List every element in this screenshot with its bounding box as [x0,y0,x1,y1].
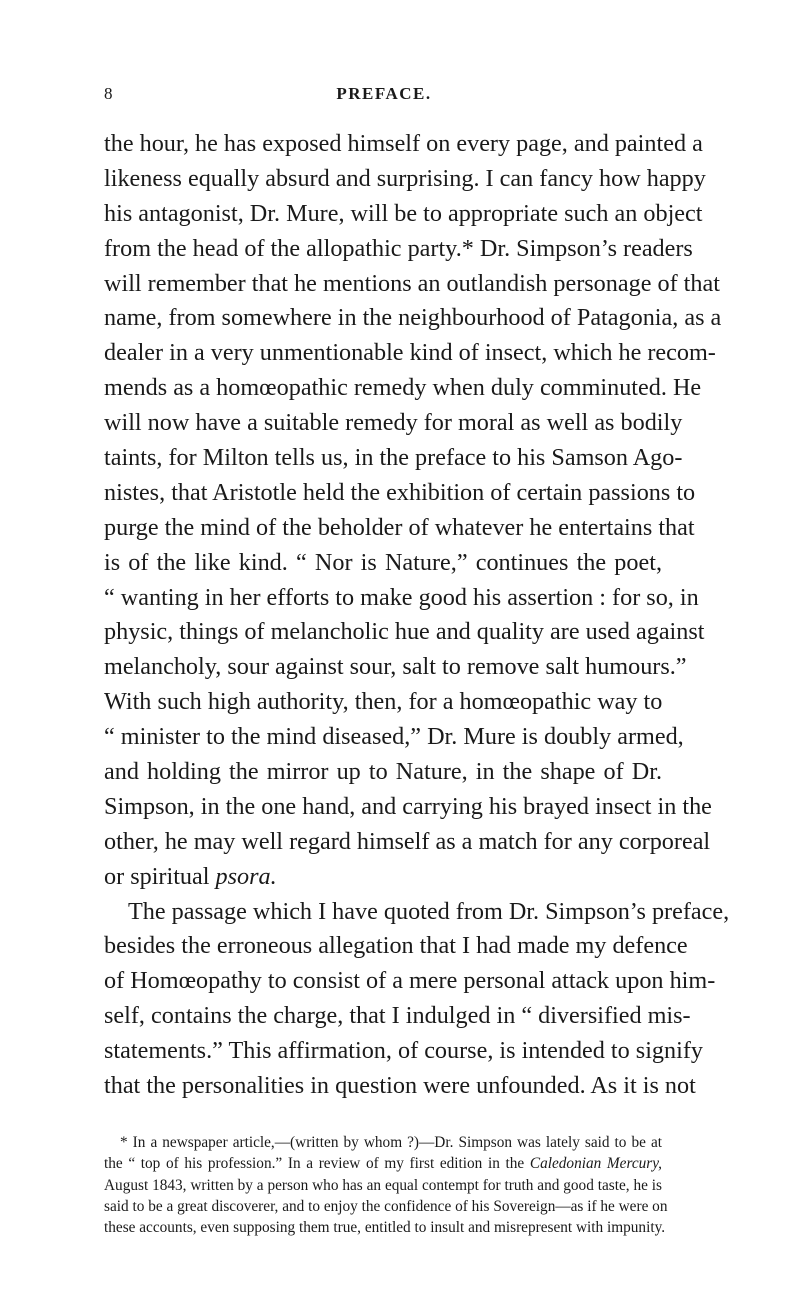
text-line: taints, for Milton tells us, in the preface to his Samson Ago- [104,444,683,472]
text-line: from the head of the allopathic party.* Dr. Simpson’s readers [104,234,693,262]
page-header [104,84,664,108]
text-line: “ wanting in her efforts to make good his assertion : for so, in [104,583,699,611]
text-fragment: the “ top of his profession.” In a review of my first edition in the [104,1155,530,1173]
footnote-line: these accounts, even supposing them true, entitled to insult and misrepresent with impunity. [104,1219,666,1237]
text-line: physic, things of melancholic hue and quality are used against [104,618,705,646]
text-line: will remember that he mentions an outlandish personage of that [104,269,720,297]
text-line: the hour, he has exposed himself on every page, and painted a [104,130,703,157]
text-line: dealer in a very unmentionable kind of insect, which he recom- [104,339,716,367]
text-line: of Homœopathy to consist of a mere personal attack upon him- [104,967,716,995]
text-line: likeness equally absurd and surprising. I can fancy how happy [104,164,706,192]
text-line [104,860,662,895]
text-line: name, from somewhere in the neighbourhood of Patagonia, as a [104,304,722,332]
text-line: his antagonist, Dr. Mure, will be to appropriate such an object [104,199,703,227]
body-text [104,127,730,1104]
page-number: 8 [104,84,114,103]
footnote [104,1132,668,1238]
italic-term: psora. [215,862,277,890]
italic-title: Caledonian Mercury, [529,1155,662,1173]
text-line: melancholy, sour against sour, salt to remove salt humours.” [104,653,687,681]
text-line: other, he may well regard himself as a match for any corporeal [104,827,711,855]
text-line: is of the like kind. “ Nor is Nature,” continues the poet, [104,548,662,576]
text-line: that the personalities in question were unfounded. As it is not [104,1072,696,1100]
text-line: mends as a homœopathic remedy when duly comminuted. He [104,374,702,402]
text-line: “ minister to the mind diseased,” Dr. Mure is doubly armed, [104,723,684,751]
text-line: purge the mind of the beholder of whatever he entertains that [104,513,695,541]
text-line: will now have a suitable remedy for moral as well as bodily [104,409,683,437]
running-head: PREFACE. [336,84,432,103]
text-line: The passage which I have quoted from Dr. Simpson’s preface, [128,897,730,925]
text-line: and holding the mirror up to Nature, in the shape of Dr. [104,758,662,786]
text-fragment: or spiritual [104,862,216,890]
footnote-line: said to be a great discoverer, and to enjoy the confidence of his Sovereign—as if he were on [104,1197,668,1215]
footnote-line: August 1843, written by a person who has an equal contempt for truth and good taste, he is [104,1176,662,1194]
text-line: self, contains the charge, that I indulged in “ diversified mis- [104,1002,691,1030]
footnote-line: * In a newspaper article,—(written by whom ?)—Dr. Simpson was lately said to be at [120,1134,662,1151]
footnote-line [104,1153,662,1174]
text-line: Simpson, in the one hand, and carrying his brayed insect in the [104,792,712,820]
text-line: statements.” This affirmation, of course, is intended to signify [104,1037,703,1065]
text-line: besides the erroneous allegation that I had made my defence [104,932,688,960]
text-line: With such high authority, then, for a homœopathic way to [104,688,663,716]
text-line: nistes, that Aristotle held the exhibition of certain passions to [104,478,696,506]
